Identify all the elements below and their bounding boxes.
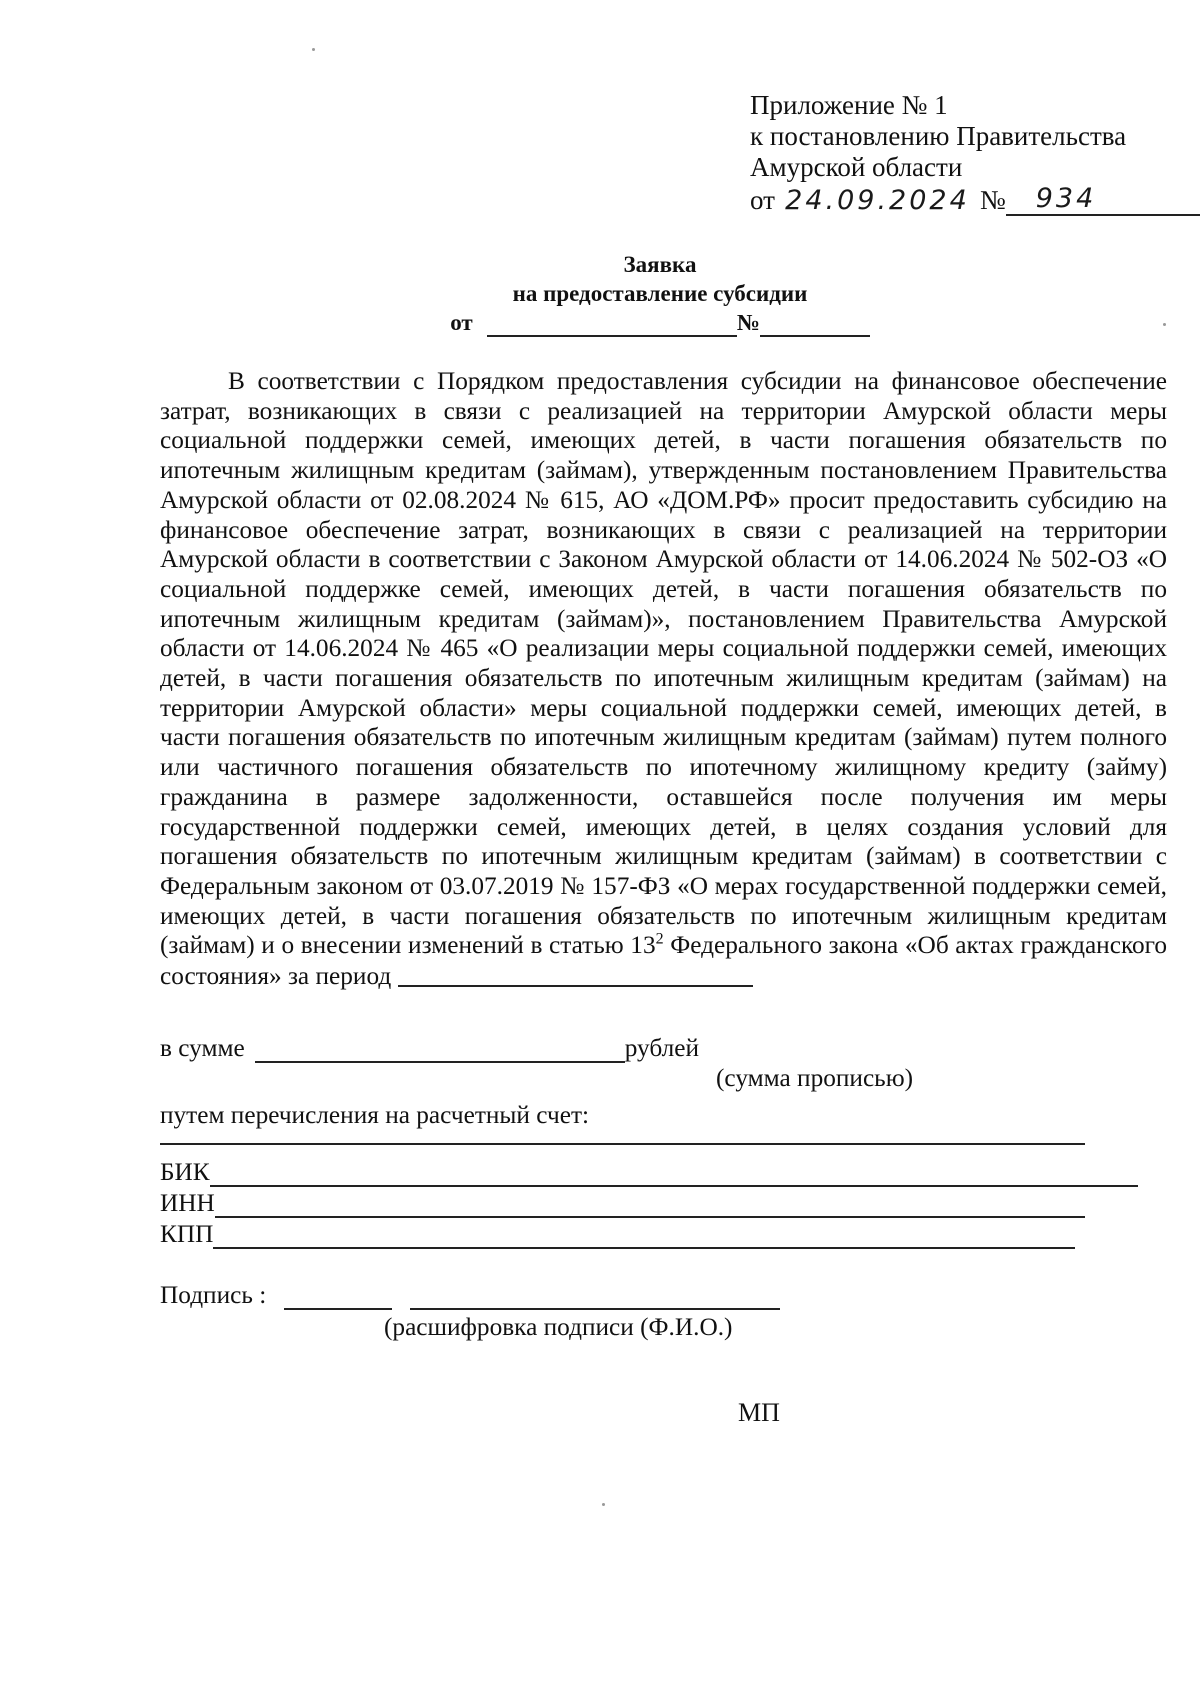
- sum-hint-row: [716, 1063, 913, 1093]
- body-paragraph: [160, 367, 1167, 992]
- signature-hint: (расшифровка подписи (Ф.И.О.): [384, 1313, 733, 1341]
- sum-hint: (сумма прописью): [716, 1064, 914, 1092]
- inn-label: ИНН: [160, 1189, 215, 1217]
- bik-label: БИК: [160, 1158, 210, 1186]
- seal-placeholder: МП: [738, 1398, 780, 1427]
- appendix-block: [750, 90, 1200, 216]
- signature-row: [160, 1280, 780, 1310]
- inn-row: [160, 1188, 1085, 1218]
- sum-currency: рублей: [624, 1034, 699, 1062]
- bik-row: [160, 1157, 1138, 1187]
- application-body: [160, 367, 1167, 992]
- appendix-resolution-line: к постановлению Правительства: [750, 121, 1127, 151]
- body-text-tail: Федерального закона «Об актах гражданского состояния» за период: [160, 931, 1167, 991]
- bik-field[interactable]: [210, 1161, 1138, 1187]
- number-sign: №: [979, 185, 1006, 215]
- inn-field[interactable]: [215, 1192, 1085, 1218]
- heading-from-label: от: [450, 310, 473, 335]
- signature-name-blank[interactable]: [410, 1284, 780, 1310]
- kpp-label: КПП: [160, 1220, 214, 1248]
- heading-date-blank[interactable]: [487, 313, 737, 337]
- body-text: В соответствии с Порядком предоставления субсидии на финансовое обеспечение затрат, возникающих в связи с реализацией на территории Амурской области меры социальной поддержки семей, имеющих детей, в части погашения обязательств по ипотечным жилищным кредитам (займам), утвержденным постановлением Правительства Амурской области от 02.08.2024 № 615, АО «ДОМ.РФ» просит предоставить субсидию на финансовое обеспечение затрат, возникающих в связи с реализацией на территории Амурской области в соответствии с Законом Амурской области от 14.06.2024 № 502-ОЗ «О социальной поддержке семей, имеющих детей, в части погашения обязательств по ипотечным жилищным кредитам (займам)», постановлением Правительства Амурской области от 14.06.2024 № 465 «О реализации меры социальной поддержки семей, имеющих детей, в части погашения обязательств по ипотечным жилищным кредитам (займам) на территории Амурской области» меры социальной поддержки семей, имеющих детей, в части погашения обязательств по ипотечным жилищным кредитам (займам) путем полного или частичного погашения обязательств по ипотечному жилищному кредиту (займу) гражданина в размере задолженности, оставшейся после получения им меры государственной поддержки семей, имеющих детей, в целях создания условий для погашения обязательств по ипотечным жилищным кредитам (займам) в соответствии с Федеральным законом от 03.07.2019 № 157-ФЗ «О мерах государственной поддержки семей, имеющих детей, в части погашения обязательств по ипотечным жилищным кредитам (займам) и о внесении изменений в статью 13: [160, 367, 1167, 960]
- scan-speck: [312, 48, 315, 51]
- appendix-date-line: [750, 183, 1200, 216]
- kpp-row: [160, 1219, 1075, 1249]
- account-intro-row: [160, 1100, 589, 1130]
- signature-label: Подпись :: [160, 1281, 267, 1309]
- document-heading: [0, 250, 1200, 337]
- document-subtitle: на предоставление субсидии: [512, 281, 808, 306]
- appendix-title: Приложение № 1: [750, 90, 948, 120]
- signature-blank[interactable]: [284, 1284, 392, 1310]
- document-title: Заявка: [623, 252, 697, 277]
- handwritten-date: 24.09.2024: [785, 185, 970, 216]
- period-blank[interactable]: [398, 961, 753, 987]
- account-blank-line[interactable]: [160, 1143, 1085, 1145]
- signature-hint-row: [384, 1312, 732, 1342]
- kpp-field[interactable]: [213, 1223, 1075, 1249]
- handwritten-number: 934: [1006, 183, 1200, 216]
- heading-number-blank[interactable]: [760, 313, 870, 337]
- article-superscript: 2: [655, 930, 664, 948]
- sum-blank[interactable]: [255, 1037, 625, 1063]
- appendix-region-line: Амурской области: [750, 152, 963, 182]
- account-intro: путем перечисления на расчетный счет:: [160, 1101, 590, 1129]
- heading-number-label: №: [736, 310, 760, 335]
- sum-row: [160, 1033, 699, 1063]
- date-prefix: от: [750, 185, 775, 215]
- scan-speck: [602, 1503, 605, 1506]
- heading-date-number-line: [450, 308, 870, 337]
- sum-prefix: в сумме: [160, 1034, 245, 1062]
